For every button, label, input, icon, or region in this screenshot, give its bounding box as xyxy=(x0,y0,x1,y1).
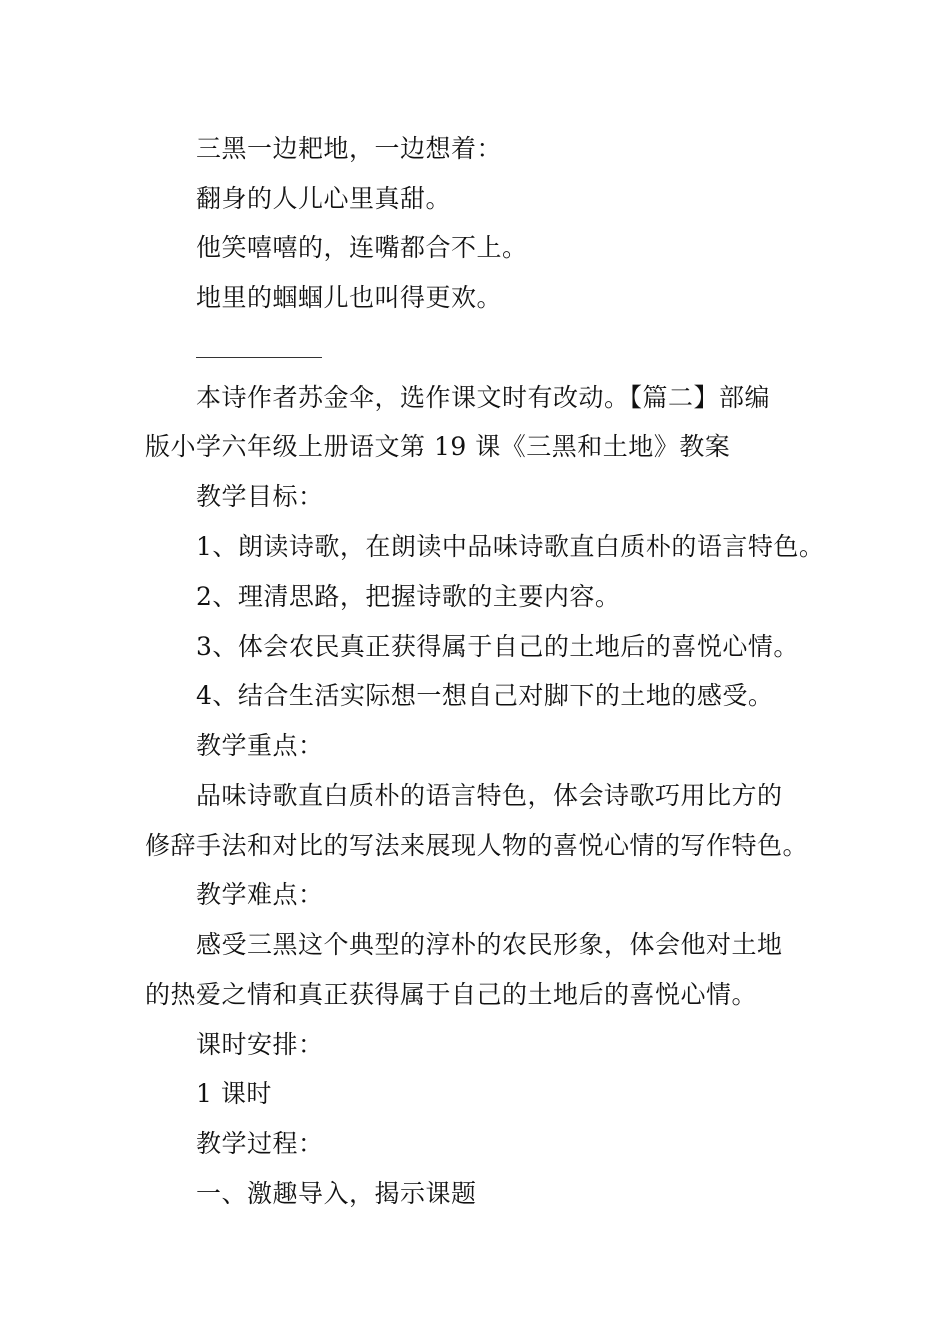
footnote-divider xyxy=(196,357,322,358)
poem-line-1: 三黑一边耙地，一边想着： xyxy=(196,134,503,163)
goal-item-1: 1、朗读诗歌，在朗读中品味诗歌直白质朴的语言特色。 xyxy=(196,532,825,561)
poem-line-4: 地里的蝈蝈儿也叫得更欢。 xyxy=(196,283,503,312)
difficulties-line-1: 感受三黑这个典型的淳朴的农民形象，体会他对土地 xyxy=(196,930,783,959)
process-heading: 教学过程： xyxy=(196,1129,324,1158)
process-step-1: 一、激趣导入，揭示课题 xyxy=(196,1179,477,1208)
poem-line-3: 他笑嘻嘻的，连嘴都合不上。 xyxy=(196,233,528,262)
goal-item-4: 4、结合生活实际想一想自己对脚下的土地的感受。 xyxy=(196,681,774,710)
key-points-line-2: 修辞手法和对比的写法来展现人物的喜悦心情的写作特色。 xyxy=(145,831,809,860)
key-points-line-1: 品味诗歌直白质朴的语言特色，体会诗歌巧用比方的 xyxy=(196,781,783,810)
footnote-line-1: 本诗作者苏金伞，选作课文时有改动。【篇二】部编 xyxy=(196,383,771,412)
footnote-line-2: 版小学六年级上册语文第 19 课《三黑和土地》教案 xyxy=(145,432,731,461)
difficulties-line-2: 的热爱之情和真正获得属于自己的土地后的喜悦心情。 xyxy=(145,980,758,1009)
goal-item-3: 3、体会农民真正获得属于自己的土地后的喜悦心情。 xyxy=(196,632,799,661)
schedule-value: 1 课时 xyxy=(196,1079,272,1108)
poem-line-2: 翻身的人儿心里真甜。 xyxy=(196,184,452,213)
schedule-heading: 课时安排： xyxy=(196,1030,324,1059)
goals-heading: 教学目标： xyxy=(196,482,324,511)
difficulties-heading: 教学难点： xyxy=(196,880,324,909)
goal-item-2: 2、理清思路，把握诗歌的主要内容。 xyxy=(196,582,621,611)
key-points-heading: 教学重点： xyxy=(196,731,324,760)
